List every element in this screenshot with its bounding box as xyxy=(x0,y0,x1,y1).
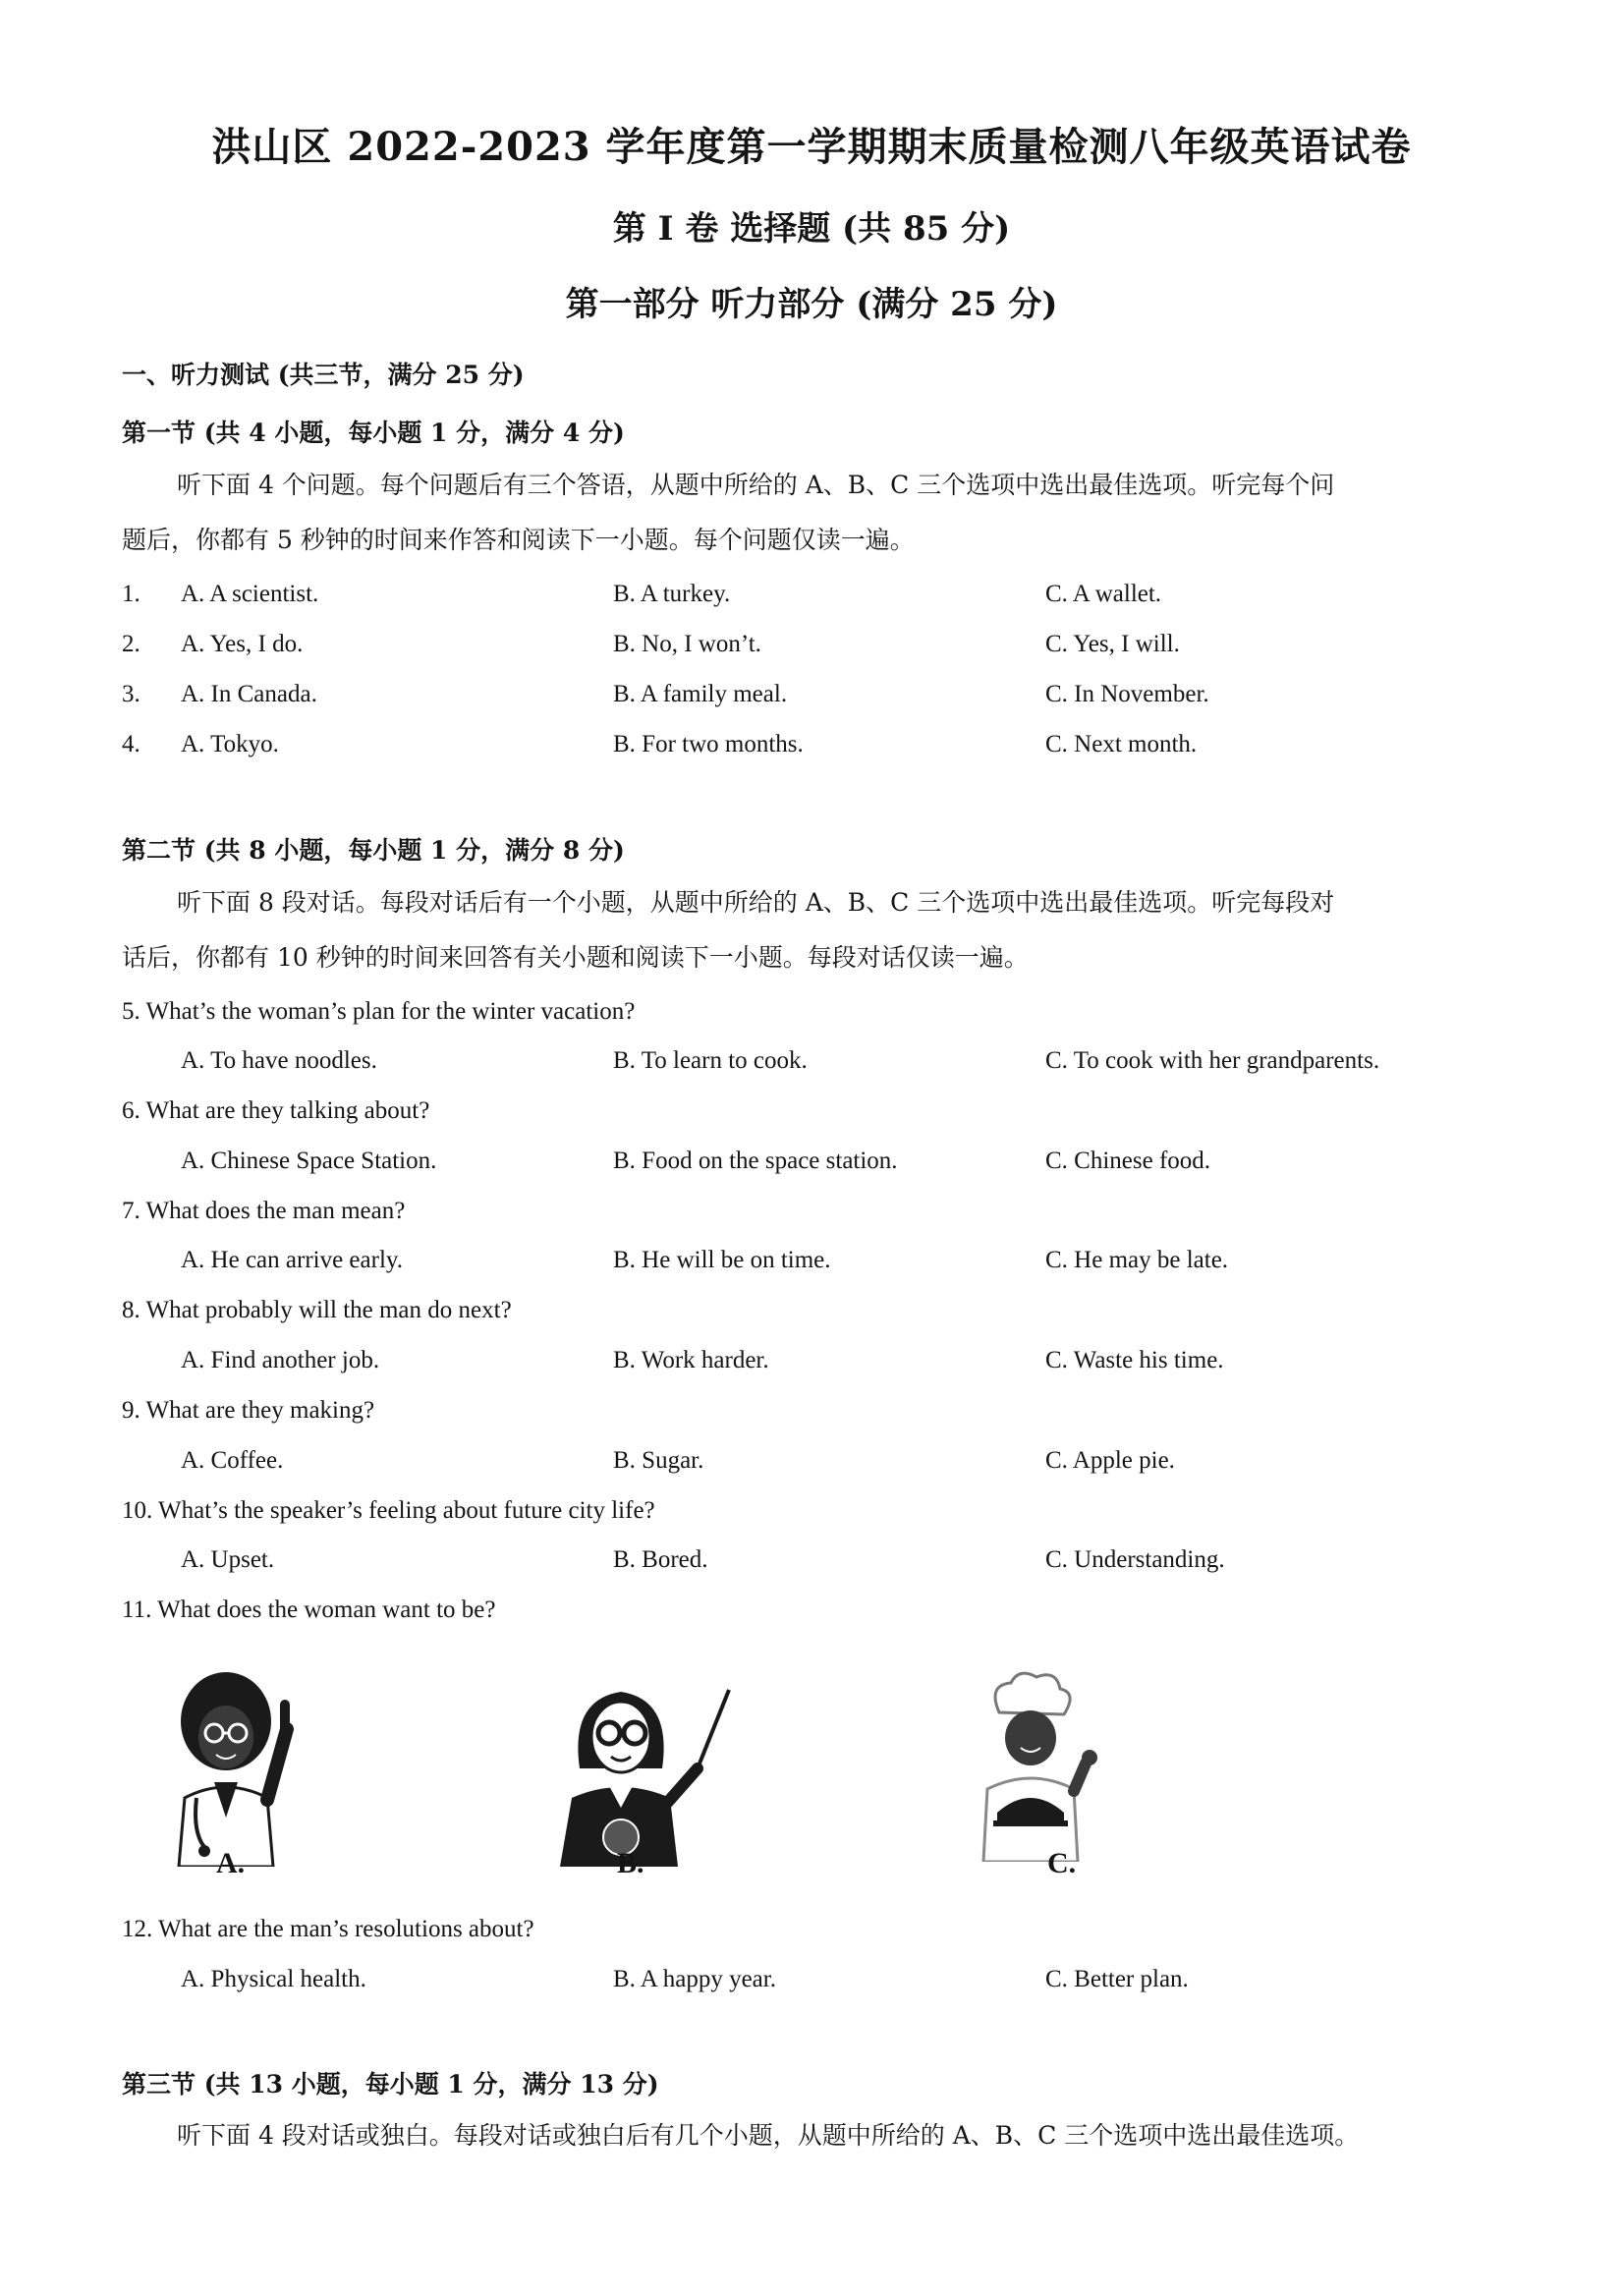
option-b: B. A turkey. xyxy=(613,581,731,607)
question-text: 6. What are they talking about? xyxy=(122,1097,430,1124)
option-b: B. Work harder. xyxy=(613,1347,769,1373)
option-c: C. He may be late. xyxy=(1045,1247,1229,1273)
option-b: B. A family meal. xyxy=(613,681,788,707)
option-c: C. Apple pie. xyxy=(1045,1447,1175,1474)
option-c: C. Better plan. xyxy=(1045,1966,1189,1992)
question-text: 9. What are they making? xyxy=(122,1397,375,1424)
item-number: 2. xyxy=(122,631,140,657)
picture-label-b: B. xyxy=(617,1847,644,1879)
option-a: A. Yes, I do. xyxy=(181,631,304,657)
section1-instruction-line2: 题后，你都有 5 秒钟的时间来作答和阅读下一小题。每个问题仅读一遍。 xyxy=(122,526,915,554)
item-number: 3. xyxy=(122,681,140,707)
question-text: 10. What’s the speaker’s feeling about future city life? xyxy=(122,1497,655,1524)
option-b: B. He will be on time. xyxy=(613,1247,831,1273)
doctor-illustration xyxy=(157,1660,314,1867)
option-c: C. In November. xyxy=(1045,681,1209,707)
option-a: A. Coffee. xyxy=(181,1447,284,1474)
exam-title: 洪山区 2022-2023 学年度第一学期期末质量检测八年级英语试卷 xyxy=(211,124,1412,170)
question-text: 5. What’s the woman’s plan for the winter vacation? xyxy=(122,998,636,1025)
option-b: B. No, I won’t. xyxy=(613,631,761,657)
option-a: A. Physical health. xyxy=(181,1966,366,1992)
option-c: C. Waste his time. xyxy=(1045,1347,1224,1373)
question-text: 11. What does the woman want to be? xyxy=(122,1596,496,1623)
option-c: C. Yes, I will. xyxy=(1045,631,1180,657)
chef-illustration xyxy=(958,1665,1115,1862)
section2-heading: 第二节 (共 8 小题，每小题 1 分，满分 8 分) xyxy=(122,836,625,865)
option-a: A. Find another job. xyxy=(181,1347,380,1373)
section1-instruction-line1 xyxy=(122,458,1334,513)
option-a: A. Upset. xyxy=(181,1546,275,1573)
option-b: B. Food on the space station. xyxy=(613,1148,898,1174)
section3-instruction-line1 xyxy=(122,2108,1359,2163)
option-c: C. Understanding. xyxy=(1045,1546,1225,1573)
section3-instruction-text1: 听下面 4 段对话或独白。每段对话或独白后有几个小题，从题中所给的 A、B、C 三个选项中选出最佳选项。 xyxy=(177,2121,1360,2150)
option-b: B. Sugar. xyxy=(613,1447,704,1474)
picture-label-c: C. xyxy=(1047,1847,1077,1879)
option-a: A. He can arrive early. xyxy=(181,1247,404,1273)
option-c: C. A wallet. xyxy=(1045,581,1162,607)
section2-instruction-text1: 听下面 8 段对话。每段对话后有一个小题，从题中所给的 A、B、C 三个选项中选出最佳选项。听完每段对 xyxy=(177,888,1335,917)
volume-title: 第 I 卷 选择题 (共 85 分) xyxy=(612,209,1011,249)
option-a: A. A scientist. xyxy=(181,581,319,607)
option-b: B. A happy year. xyxy=(613,1966,776,1992)
option-c: C. Next month. xyxy=(1045,731,1198,757)
item-number: 4. xyxy=(122,731,140,757)
option-a: A. Chinese Space Station. xyxy=(181,1148,437,1174)
section1-instruction-text1: 听下面 4 个问题。每个问题后有三个答语，从题中所给的 A、B、C 三个选项中选出最佳选项。听完每个问 xyxy=(177,471,1335,499)
section1-heading: 第一节 (共 4 小题，每小题 1 分，满分 4 分) xyxy=(122,419,625,447)
question-text: 8. What probably will the man do next? xyxy=(122,1297,512,1323)
question-text: 12. What are the man’s resolutions about? xyxy=(122,1916,534,1942)
option-a: A. To have noodles. xyxy=(181,1047,377,1074)
option-b: B. Bored. xyxy=(613,1546,708,1573)
section2-instruction-line1 xyxy=(122,875,1334,930)
option-a: A. Tokyo. xyxy=(181,731,279,757)
picture-label-a: A. xyxy=(216,1847,246,1879)
teacher-illustration xyxy=(550,1670,737,1867)
question-text: 7. What does the man mean? xyxy=(122,1198,406,1224)
item-number: 1. xyxy=(122,581,140,607)
option-c: C. Chinese food. xyxy=(1045,1148,1211,1174)
option-c: C. To cook with her grandparents. xyxy=(1045,1047,1380,1074)
option-b: B. To learn to cook. xyxy=(613,1047,808,1074)
part-title: 第一部分 听力部分 (满分 25 分) xyxy=(565,285,1058,324)
option-a: A. In Canada. xyxy=(181,681,317,707)
option-b: B. For two months. xyxy=(613,731,804,757)
section2-instruction-line2: 话后，你都有 10 秒钟的时间来回答有关小题和阅读下一小题。每段对话仅读一遍。 xyxy=(122,943,1029,972)
listening-section-header: 一、听力测试 (共三节，满分 25 分) xyxy=(122,361,525,389)
section3-heading: 第三节 (共 13 小题，每小题 1 分，满分 13 分) xyxy=(122,2070,659,2099)
